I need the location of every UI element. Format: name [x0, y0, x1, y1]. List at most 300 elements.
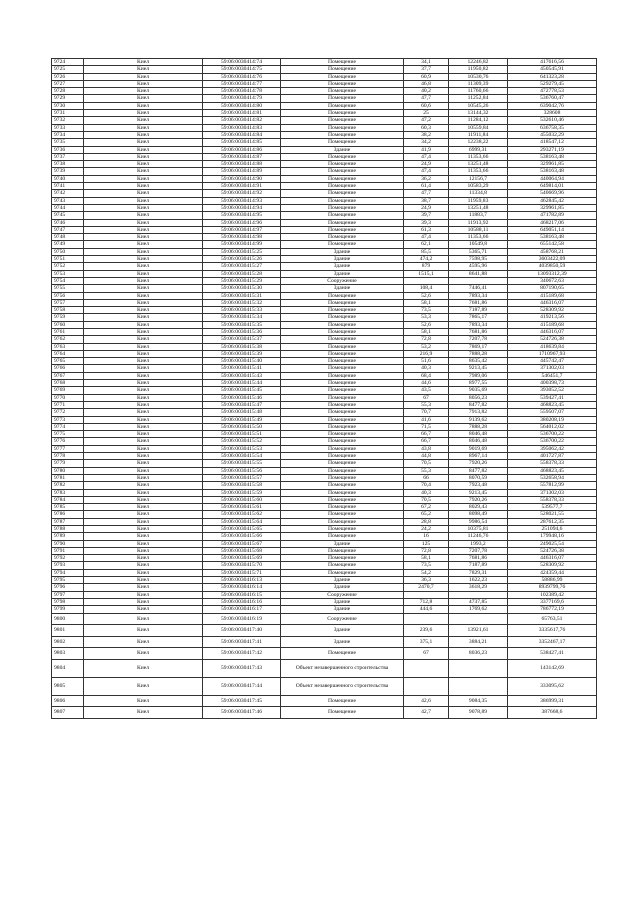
cell-settlement: Киел	[84, 474, 203, 481]
cell-settlement: Киел	[84, 416, 203, 423]
cell-settlement: Киел	[84, 401, 203, 408]
cell-object-type: Помещение	[281, 460, 404, 467]
table-row	[52, 540, 597, 547]
cell-cadastral-number: 59:06:0030415:25	[203, 248, 281, 255]
cell-object-type: Помещение	[281, 88, 404, 95]
cell-settlement: Киел	[84, 350, 203, 357]
cell-object-type: Помещение	[281, 547, 404, 554]
table-row	[52, 336, 597, 343]
cell-object-type: Помещение	[281, 314, 404, 321]
cell-cadastral-value: 387668,6	[508, 707, 597, 719]
cell-cadastral-number: 59:06:0030417:45	[203, 695, 281, 707]
cell-row-number: 9746	[52, 219, 84, 226]
cell-object-type: Помещение	[281, 161, 404, 168]
cell-unit-value: 7187,89	[449, 307, 508, 314]
cell-cadastral-value: 538163,48	[508, 234, 597, 241]
cell-unit-value: 11353,66	[449, 234, 508, 241]
cell-cadastral-value: 529279,45	[508, 80, 597, 87]
cell-settlement: Киел	[84, 153, 203, 160]
cell-settlement: Киел	[84, 591, 203, 598]
cell-cadastral-value: 546451,7	[508, 372, 597, 379]
cell-object-type: Помещение	[281, 183, 404, 190]
cell-unit-value: 8477,82	[449, 401, 508, 408]
cell-settlement: Киел	[84, 460, 203, 467]
cell-unit-value: 11284,12	[449, 117, 508, 124]
table-row	[52, 358, 597, 365]
cell-cadastral-number: 59:06:0030415:49	[203, 416, 281, 423]
cell-settlement: Киел	[84, 146, 203, 153]
cell-settlement: Киел	[84, 387, 203, 394]
cell-cadastral-number: 59:06:0030415:55	[203, 460, 281, 467]
cell-object-type: Помещение	[281, 453, 404, 460]
table-row	[52, 467, 597, 474]
cell-cadastral-number: 59:06:0030415:57	[203, 474, 281, 481]
cell-area: 72,8	[404, 547, 449, 554]
cell-row-number: 9805	[52, 677, 84, 695]
table-row	[52, 533, 597, 540]
cell-object-type: Помещение	[281, 212, 404, 219]
cell-unit-value: 11252,84	[449, 95, 508, 102]
cell-area: 70,7	[404, 409, 449, 416]
cell-cadastral-value: 179948,16	[508, 533, 597, 540]
cell-cadastral-value: 3377169,6	[508, 598, 597, 605]
cell-cadastral-value: 287612,35	[508, 518, 597, 525]
table-row	[52, 285, 597, 292]
cell-area: 73,5	[404, 307, 449, 314]
cell-cadastral-value: 538427,41	[508, 648, 597, 660]
cell-row-number: 9780	[52, 467, 84, 474]
cell-unit-value: 11913,92	[449, 219, 508, 226]
cell-area: 85,5	[404, 248, 449, 255]
cell-object-type: Здание	[281, 256, 404, 263]
cell-cadastral-value: 401727,87	[508, 453, 597, 460]
cell-cadastral-value: 417616,56	[508, 59, 597, 66]
cell-area: 125	[404, 540, 449, 547]
cell-unit-value	[449, 277, 508, 284]
cell-row-number: 9800	[52, 613, 84, 625]
cell-cadastral-number: 59:06:0030414:97	[203, 226, 281, 233]
cell-area: 444,6	[404, 606, 449, 613]
cell-object-type: Здание	[281, 584, 404, 591]
cell-settlement: Киел	[84, 394, 203, 401]
table-row	[52, 256, 597, 263]
cell-object-type: Помещение	[281, 241, 404, 248]
table-row	[52, 606, 597, 613]
cell-cadastral-value: 340672,63	[508, 277, 597, 284]
cell-object-type: Помещение	[281, 59, 404, 66]
cell-unit-value: 7913,82	[449, 409, 508, 416]
cell-area: 60,9	[404, 73, 449, 80]
table-row	[52, 161, 597, 168]
table-row	[52, 460, 597, 467]
cell-settlement: Киел	[84, 328, 203, 335]
cell-cadastral-number: 59:06:0030415:47	[203, 401, 281, 408]
cell-settlement: Киел	[84, 59, 203, 66]
cell-row-number: 9776	[52, 438, 84, 445]
cell-settlement: Киел	[84, 547, 203, 554]
cell-unit-value: 7888,28	[449, 350, 508, 357]
cell-row-number: 9733	[52, 124, 84, 131]
cell-area: 43,5	[404, 387, 449, 394]
table-row	[52, 350, 597, 357]
cell-row-number: 9769	[52, 387, 84, 394]
cell-cadastral-number: 59:06:0030415:28	[203, 270, 281, 277]
cell-object-type: Помещение	[281, 102, 404, 109]
cell-unit-value: 11959,83	[449, 197, 508, 204]
cell-unit-value	[449, 613, 508, 625]
cell-unit-value: 10583,29	[449, 183, 508, 190]
cell-row-number: 9801	[52, 625, 84, 637]
table-row	[52, 431, 597, 438]
cell-cadastral-number: 59:06:0030415:31	[203, 292, 281, 299]
table-row	[52, 66, 597, 73]
cell-object-type: Помещение	[281, 474, 404, 481]
table-row	[52, 438, 597, 445]
cell-object-type: Помещение	[281, 416, 404, 423]
cell-object-type: Здание	[281, 636, 404, 648]
cell-row-number: 9760	[52, 321, 84, 328]
cell-unit-value: 3884,21	[449, 636, 508, 648]
table-row	[52, 562, 597, 569]
cell-settlement: Киел	[84, 190, 203, 197]
cell-settlement: Киел	[84, 314, 203, 321]
cell-settlement: Киел	[84, 598, 203, 605]
cell-settlement: Киел	[84, 226, 203, 233]
cell-row-number: 9807	[52, 707, 84, 719]
cell-row-number: 9789	[52, 533, 84, 540]
cell-object-type: Помещение	[281, 153, 404, 160]
cell-area: 41,6	[404, 416, 449, 423]
table-row	[52, 328, 597, 335]
cell-unit-value: 8098,49	[449, 511, 508, 518]
cell-settlement: Киел	[84, 562, 203, 569]
cell-cadastral-value: 540669,96	[508, 190, 597, 197]
cell-row-number: 9748	[52, 234, 84, 241]
cell-cadastral-value: 3603422,09	[508, 256, 597, 263]
cell-object-type: Здание	[281, 540, 404, 547]
cell-unit-value: 7888,28	[449, 423, 508, 430]
cell-settlement: Киел	[84, 482, 203, 489]
cell-cadastral-value: 528021,55	[508, 511, 597, 518]
cell-cadastral-number: 59:06:0030415:48	[203, 409, 281, 416]
cell-area: 47,4	[404, 234, 449, 241]
cell-settlement: Киел	[84, 307, 203, 314]
cell-settlement: Киел	[84, 489, 203, 496]
cell-area: 47,7	[404, 190, 449, 197]
table-row	[52, 453, 597, 460]
cell-object-type: Объект незавершенного строительства	[281, 659, 404, 677]
table-row	[52, 88, 597, 95]
cell-cadastral-number: 59:06:0030415:61	[203, 504, 281, 511]
table-row	[52, 387, 597, 394]
cell-area: 62,1	[404, 241, 449, 248]
cell-row-number: 9792	[52, 555, 84, 562]
cell-area: 58,1	[404, 299, 449, 306]
cell-unit-value: 8070,59	[449, 474, 508, 481]
cell-row-number: 9768	[52, 380, 84, 387]
cell-cadastral-value: 524726,38	[508, 336, 597, 343]
cell-cadastral-number: 59:06:0030415:66	[203, 533, 281, 540]
cell-cadastral-number: 59:06:0030417:46	[203, 707, 281, 719]
cell-area: 24,9	[404, 204, 449, 211]
cell-settlement: Киел	[84, 219, 203, 226]
cell-settlement: Киел	[84, 372, 203, 379]
cell-cadastral-number: 59:06:0030416:13	[203, 577, 281, 584]
cell-settlement: Киел	[84, 659, 203, 677]
cell-unit-value	[449, 591, 508, 598]
cell-object-type: Помещение	[281, 197, 404, 204]
cell-cadastral-value: 424359,44	[508, 569, 597, 576]
cell-settlement: Киел	[84, 577, 203, 584]
cell-cadastral-value: 418639,84	[508, 343, 597, 350]
table-row	[52, 445, 597, 452]
cell-cadastral-value: 564012,02	[508, 423, 597, 430]
cell-unit-value	[449, 659, 508, 677]
table-row	[52, 73, 597, 80]
cell-row-number: 9779	[52, 460, 84, 467]
cell-cadastral-value: 538163,48	[508, 168, 597, 175]
cell-cadastral-number: 59:06:0030414:89	[203, 168, 281, 175]
cell-cadastral-number: 59:06:0030415:27	[203, 263, 281, 270]
cell-row-number: 9758	[52, 307, 84, 314]
cell-cadastral-value: 468823,45	[508, 467, 597, 474]
cell-unit-value: 12156,7	[449, 175, 508, 182]
cell-row-number: 9778	[52, 453, 84, 460]
cell-unit-value: 13251,48	[449, 204, 508, 211]
cell-cadastral-value: 445742,47	[508, 358, 597, 365]
cell-cadastral-number: 59:06:0030415:54	[203, 453, 281, 460]
cell-unit-value: 11353,66	[449, 168, 508, 175]
cell-cadastral-value: 386999,31	[508, 695, 597, 707]
cell-area: 28,8	[404, 518, 449, 525]
cell-area: 47,4	[404, 153, 449, 160]
cell-cadastral-number: 59:06:0030414:78	[203, 88, 281, 95]
cell-row-number: 9734	[52, 131, 84, 138]
cell-row-number: 9794	[52, 569, 84, 576]
cell-settlement: Киел	[84, 511, 203, 518]
cell-object-type: Здание	[281, 263, 404, 270]
table-row	[52, 204, 597, 211]
cell-area: 55,3	[404, 467, 449, 474]
cell-row-number: 9785	[52, 504, 84, 511]
cell-cadastral-value: 249025,54	[508, 540, 597, 547]
cell-object-type: Здание	[281, 625, 404, 637]
table-row	[52, 416, 597, 423]
cell-cadastral-number: 59:06:0030415:67	[203, 540, 281, 547]
cell-object-type: Помещение	[281, 707, 404, 719]
cell-settlement: Киел	[84, 197, 203, 204]
cell-object-type: Помещение	[281, 321, 404, 328]
cell-unit-value: 7681,86	[449, 555, 508, 562]
table-row	[52, 677, 597, 695]
cell-unit-value: 7681,86	[449, 299, 508, 306]
cell-cadastral-number: 59:06:0030414:91	[203, 183, 281, 190]
cell-area: 44,6	[404, 380, 449, 387]
cell-object-type: Здание	[281, 248, 404, 255]
cell-row-number: 9740	[52, 175, 84, 182]
cell-row-number: 9763	[52, 343, 84, 350]
cell-cadastral-number: 59:06:0030415:71	[203, 569, 281, 576]
table-row	[52, 394, 597, 401]
cell-settlement: Киел	[84, 438, 203, 445]
cell-area: 66,7	[404, 438, 449, 445]
cell-object-type: Помещение	[281, 569, 404, 576]
cell-unit-value: 13921,61	[449, 625, 508, 637]
cell-object-type: Здание	[281, 598, 404, 605]
cell-unit-value: 10375,81	[449, 526, 508, 533]
cell-cadastral-value: 472778,53	[508, 88, 597, 95]
cell-unit-value: 7893,34	[449, 292, 508, 299]
cell-unit-value: 9213,45	[449, 489, 508, 496]
cell-row-number: 9806	[52, 695, 84, 707]
cell-object-type: Помещение	[281, 117, 404, 124]
table-row	[52, 518, 597, 525]
table-body	[52, 59, 597, 719]
cell-cadastral-number: 59:06:0030415:50	[203, 423, 281, 430]
cell-cadastral-number: 59:06:0030416:19	[203, 613, 281, 625]
cell-settlement: Киел	[84, 292, 203, 299]
cell-object-type: Помещение	[281, 139, 404, 146]
cell-cadastral-number: 59:06:0030415:36	[203, 328, 281, 335]
cell-area: 474,2	[404, 256, 449, 263]
cell-unit-value	[449, 677, 508, 695]
cell-unit-value: 8046,48	[449, 431, 508, 438]
cell-area: 61,4	[404, 183, 449, 190]
cell-unit-value: 11353,66	[449, 153, 508, 160]
cell-row-number: 9781	[52, 474, 84, 481]
cell-area: 36,2	[404, 175, 449, 182]
cell-area: 34,1	[404, 59, 449, 66]
cell-row-number: 9738	[52, 161, 84, 168]
cell-settlement: Киел	[84, 343, 203, 350]
cell-object-type: Помещение	[281, 372, 404, 379]
cell-row-number: 9739	[52, 168, 84, 175]
cell-cadastral-number: 59:06:0030415:29	[203, 277, 281, 284]
cell-unit-value: 7681,86	[449, 328, 508, 335]
cell-settlement: Киел	[84, 518, 203, 525]
cell-settlement: Киел	[84, 648, 203, 660]
cell-area: 54,2	[404, 569, 449, 576]
cell-area: 712,8	[404, 598, 449, 605]
cell-object-type: Помещение	[281, 175, 404, 182]
cell-settlement: Киел	[84, 117, 203, 124]
cell-object-type: Сооружение	[281, 591, 404, 598]
cell-settlement: Киел	[84, 73, 203, 80]
cell-area	[404, 591, 449, 598]
cell-cadastral-value: 462845,42	[508, 197, 597, 204]
cell-settlement: Киел	[84, 241, 203, 248]
cell-settlement: Киел	[84, 526, 203, 533]
cell-row-number: 9735	[52, 139, 84, 146]
cell-row-number: 9798	[52, 598, 84, 605]
cell-row-number: 9803	[52, 648, 84, 660]
cell-cadastral-value: 558378,33	[508, 460, 597, 467]
cell-cadastral-number: 59:06:0030415:34	[203, 314, 281, 321]
cell-cadastral-value: 333095,62	[508, 677, 597, 695]
cell-cadastral-number: 59:06:0030414:80	[203, 102, 281, 109]
cell-settlement: Киел	[84, 496, 203, 503]
cell-unit-value: 4595,96	[449, 263, 508, 270]
cell-settlement: Киел	[84, 277, 203, 284]
table-row	[52, 197, 597, 204]
cell-object-type: Помещение	[281, 511, 404, 518]
cell-cadastral-number: 59:06:0030415:41	[203, 365, 281, 372]
table-row	[52, 401, 597, 408]
table-row	[52, 474, 597, 481]
cell-row-number: 9737	[52, 153, 84, 160]
cell-unit-value: 12238,22	[449, 139, 508, 146]
cell-unit-value: 11760,66	[449, 88, 508, 95]
cell-settlement: Киел	[84, 248, 203, 255]
cell-row-number: 9796	[52, 584, 84, 591]
cell-object-type: Помещение	[281, 431, 404, 438]
cell-object-type: Помещение	[281, 562, 404, 569]
cell-area: 879	[404, 263, 449, 270]
cell-row-number: 9745	[52, 212, 84, 219]
cell-cadastral-number: 59:06:0030415:46	[203, 394, 281, 401]
table-row	[52, 409, 597, 416]
table-row	[52, 110, 597, 117]
cell-settlement: Киел	[84, 124, 203, 131]
cell-object-type: Сооружение	[281, 277, 404, 284]
cell-unit-value: 7920,26	[449, 460, 508, 467]
cell-cadastral-value: 468217,06	[508, 219, 597, 226]
cell-unit-value: 10559,84	[449, 124, 508, 131]
cell-settlement: Киел	[84, 110, 203, 117]
cell-row-number: 9787	[52, 518, 84, 525]
cell-cadastral-number: 59:06:0030414:88	[203, 161, 281, 168]
cell-settlement: Киел	[84, 139, 203, 146]
cell-cadastral-number: 59:06:0030416:17	[203, 606, 281, 613]
cell-unit-value: 7446,41	[449, 285, 508, 292]
cell-row-number: 9783	[52, 489, 84, 496]
cell-row-number: 9775	[52, 431, 84, 438]
cell-area: 58,1	[404, 328, 449, 335]
cell-cadastral-number: 59:06:0030414:86	[203, 146, 281, 153]
cell-area	[404, 659, 449, 677]
table-row	[52, 648, 597, 660]
cell-row-number: 9788	[52, 526, 84, 533]
cell-settlement: Киел	[84, 555, 203, 562]
cell-unit-value: 1622,23	[449, 577, 508, 584]
cell-settlement: Киел	[84, 131, 203, 138]
cell-area: 52,6	[404, 292, 449, 299]
cell-settlement: Киел	[84, 540, 203, 547]
cell-row-number: 9726	[52, 73, 84, 80]
cell-unit-value: 8029,43	[449, 504, 508, 511]
table-row	[52, 526, 597, 533]
cell-settlement: Киел	[84, 285, 203, 292]
cell-area: 40,3	[404, 365, 449, 372]
cell-settlement: Киел	[84, 204, 203, 211]
table-row	[52, 321, 597, 328]
cell-object-type: Помещение	[281, 307, 404, 314]
cell-object-type: Помещение	[281, 110, 404, 117]
cell-cadastral-number: 59:06:0030414:90	[203, 175, 281, 182]
cell-cadastral-value: 8939799,76	[508, 584, 597, 591]
cell-object-type: Помещение	[281, 394, 404, 401]
cell-object-type: Здание	[281, 270, 404, 277]
cell-cadastral-number: 59:06:0030417:43	[203, 659, 281, 677]
table-row	[52, 190, 597, 197]
cell-row-number: 9752	[52, 263, 84, 270]
cell-object-type: Сооружение	[281, 613, 404, 625]
cell-area	[404, 277, 449, 284]
cell-unit-value: 13251,48	[449, 161, 508, 168]
cell-cadastral-value: 400398,73	[508, 380, 597, 387]
cell-row-number: 9753	[52, 270, 84, 277]
table-row	[52, 707, 597, 719]
